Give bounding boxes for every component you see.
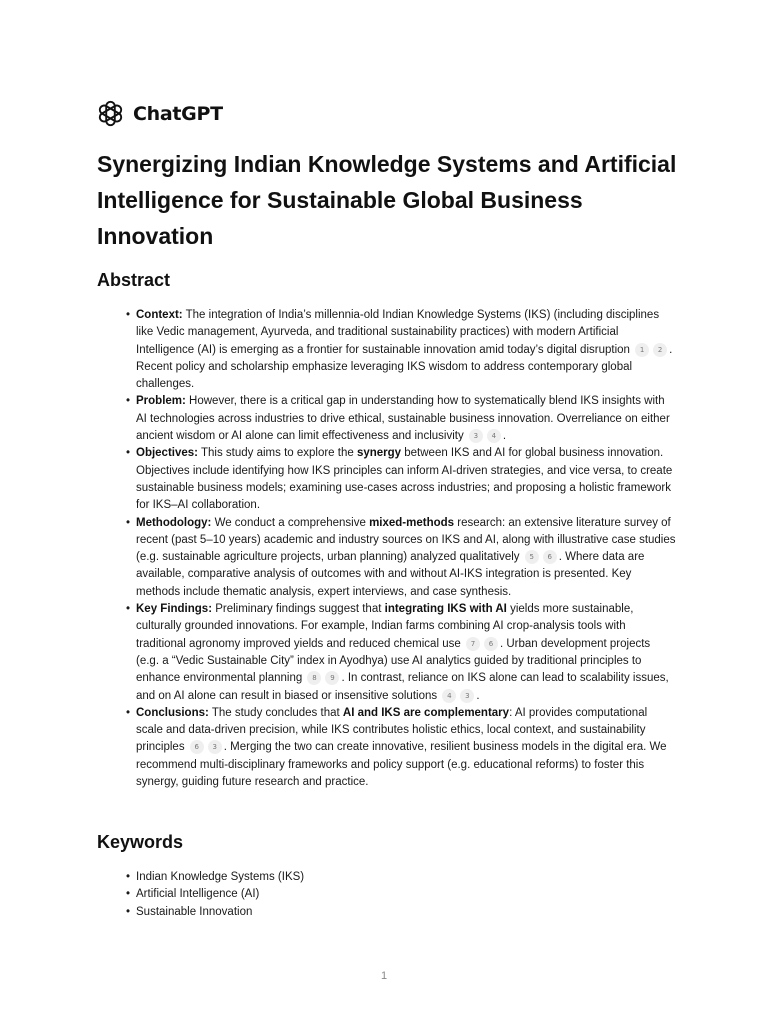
citation-badge[interactable]: 8 bbox=[307, 671, 321, 685]
item-text: . In contrast, reliance on IKS alone can lead to scalability issues, and on AI alone can result in biased or insensitive solutions bbox=[136, 672, 669, 702]
item-text: research: an extensive literature survey of recent (past 5–10 years) academic and industry sources on IKS and AI, along with illustrative case studies (e.g. sustainable agriculture projects, urban planning) analyzed qualitatively bbox=[136, 516, 676, 564]
abstract-item-conclusions bbox=[126, 705, 676, 791]
document-title: Synergizing Indian Knowledge Systems and Artificial Intelligence for Sustainable Global Business Innovation bbox=[97, 151, 677, 249]
keywords-heading: Keywords bbox=[97, 832, 184, 852]
keyword-item: • Artificial Intelligence (AI) bbox=[126, 886, 676, 903]
item-text: yields more sustainable, culturally grounded innovations. For example, Indian farms combining AI crop-analysis tools with traditional agronomy improved yields and reduced chemical use bbox=[136, 603, 634, 650]
page-number: 1 bbox=[380, 970, 388, 982]
keyword-list bbox=[126, 869, 676, 921]
item-label: Conclusions: bbox=[136, 706, 209, 719]
citation-badge[interactable]: 2 bbox=[653, 343, 667, 357]
item-text: between IKS and AI for global business innovation. Objectives include identifying how IKS principles can inform AI-driven strategies, and vice versa, to create sustainable business models; examining use-cases across industries; and proposing a holistic framework for IKS–AI collaboration. bbox=[136, 447, 673, 512]
item-text: : AI provides computational scale and data-driven precision, while IKS contributes holistic ethics, local context, and sustainability principles bbox=[136, 706, 648, 754]
citation-badge[interactable]: 5 bbox=[525, 550, 539, 564]
brand-name: ChatGPT bbox=[133, 102, 223, 125]
item-label: Objectives: bbox=[136, 447, 198, 460]
citation-badge[interactable]: 6 bbox=[484, 637, 498, 651]
openai-logo-icon bbox=[97, 100, 124, 127]
citation-badge[interactable]: 3 bbox=[469, 429, 483, 443]
brand-header bbox=[97, 100, 223, 127]
abstract-item-problem bbox=[126, 393, 676, 445]
citation-badge[interactable]: 4 bbox=[487, 429, 501, 443]
item-label: Context: bbox=[136, 309, 183, 321]
keyword-item: • Indian Knowledge Systems (IKS) bbox=[126, 869, 676, 886]
item-label: Problem: bbox=[136, 395, 186, 408]
keyword-item: • Sustainable Innovation bbox=[126, 904, 676, 921]
abstract-item-methodology bbox=[126, 515, 676, 601]
item-text: . Where data are available, comparative analysis of outcomes with and without AI-IKS integration is presented. Key methods include thematic analysis, expert interviews, and case synthesis. bbox=[136, 551, 645, 598]
item-label: Methodology: bbox=[136, 516, 212, 529]
abstract-item-objectives bbox=[126, 445, 676, 514]
item-text: We conduct a comprehensive bbox=[211, 516, 370, 529]
citation-badge[interactable]: 3 bbox=[460, 689, 474, 703]
item-text: . bbox=[476, 689, 480, 702]
citation-badge[interactable]: 6 bbox=[190, 740, 204, 754]
citation-badge[interactable]: 6 bbox=[543, 550, 557, 564]
abstract-item-key-findings bbox=[126, 601, 676, 705]
citation-badge[interactable]: 4 bbox=[442, 689, 456, 703]
citation-badge[interactable]: 9 bbox=[325, 671, 339, 685]
citation-badge[interactable]: 1 bbox=[635, 343, 649, 357]
item-text: . Urban development projects (e.g. a “Vedic Sustainable City” index in Ayodhya) use AI analytics guided by traditional principles to enhance environmental planning bbox=[136, 637, 651, 685]
item-text: The study concludes that bbox=[208, 706, 343, 719]
item-text: . Merging the two can create innovative, resilient business models in the digital era. We recommend multi-disciplinary frameworks and policy support (e.g. educational reforms) to foster this synergy, guiding future research and practice. bbox=[136, 741, 667, 789]
citation-badge[interactable]: 7 bbox=[466, 637, 480, 651]
item-text: However, there is a critical gap in understanding how to systematically blend IKS insights with AI technologies across industries to drive ethical, sustainable business innovation. Overreliance on either ancient wisdom or AI alone can limit effectiveness and inclusivity bbox=[136, 395, 670, 443]
item-emphasis: mixed-methods bbox=[369, 516, 455, 529]
item-text: The integration of India’s millennia-old Indian Knowledge Systems (IKS) (including disciplines like Vedic management, Ayurveda, and traditional sustainability practices) with modern Artificial Intelligence (AI) is emerging as a frontier for sustainable innovation amid today’s digital disruption bbox=[136, 309, 660, 356]
item-text: This study aims to explore the bbox=[198, 447, 357, 460]
item-text: . bbox=[502, 430, 507, 443]
abstract-heading: Abstract bbox=[97, 270, 171, 290]
item-label: Key Findings: bbox=[136, 603, 213, 616]
item-emphasis: integrating IKS with AI bbox=[384, 603, 507, 616]
abstract-list bbox=[126, 307, 676, 791]
item-text: Preliminary findings suggest that bbox=[212, 603, 385, 616]
item-emphasis: synergy bbox=[356, 447, 402, 460]
abstract-item-context bbox=[126, 307, 676, 393]
citation-badge[interactable]: 3 bbox=[208, 740, 222, 754]
item-text: . Recent policy and scholarship emphasize leveraging IKS wisdom to address contemporary global challenges. bbox=[136, 343, 673, 391]
item-emphasis: AI and IKS are complementary bbox=[342, 706, 510, 719]
